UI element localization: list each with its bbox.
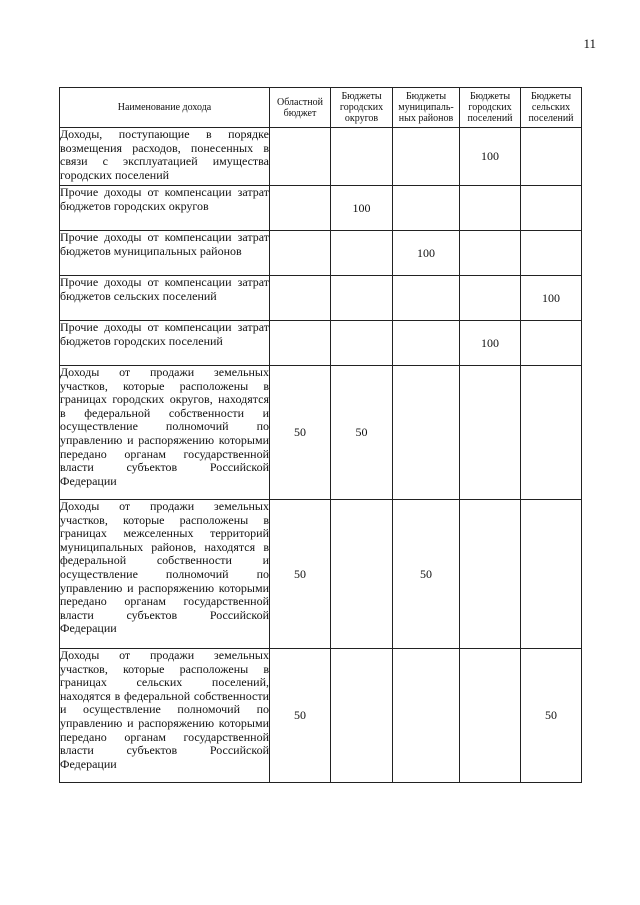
table-header-row [60,88,582,128]
value-cell-city-districts: 100 [331,186,393,231]
value-cell-city-districts [331,500,393,649]
page-number: 11 [583,36,596,51]
value-cell-city-districts [331,321,393,366]
table-row [60,649,582,783]
value-cell-regional [270,231,331,276]
value-cell-city-districts: 50 [331,366,393,500]
column-header-regional-budget: Областной бюджет [270,88,331,128]
value-cell-city-districts [331,231,393,276]
value-cell-municipal-districts [393,128,460,186]
table-row [60,186,582,231]
table-row [60,321,582,366]
revenue-name-cell: Доходы от продажи земельных участков, которые расположены в границах сельских поселений, находятся в федеральной собственности и осуществление полномочий по управлению и распоряжению которыми передано органам государственной власти субъектов Российской Федерации [60,649,270,783]
value-cell-municipal-districts [393,321,460,366]
value-cell-rural-settlements: 50 [521,649,582,783]
value-cell-urban-settlements: 100 [460,321,521,366]
value-cell-rural-settlements [521,366,582,500]
value-cell-rural-settlements [521,500,582,649]
value-cell-municipal-districts: 100 [393,231,460,276]
revenue-name-cell: Доходы от продажи земельных участков, которые расположены в границах городских округов, находятся в федеральной собственности и осуществление полномочий по управлению и распоряжению которыми передано органам государственной власти субъектов Российской Федерации [60,366,270,500]
value-cell-urban-settlements [460,649,521,783]
revenue-name-cell: Прочие доходы от компенсации затрат бюджетов городских округов [60,186,270,231]
value-cell-regional [270,128,331,186]
value-cell-city-districts [331,276,393,321]
revenue-distribution-table [59,87,582,783]
value-cell-city-districts [331,649,393,783]
column-header-revenue-name: Наименование дохода [60,88,270,128]
column-header-city-district-budgets: Бюджеты городских округов [331,88,393,128]
value-cell-municipal-districts [393,276,460,321]
value-cell-regional: 50 [270,366,331,500]
revenue-name-cell: Прочие доходы от компенсации затрат бюджетов сельских поселений [60,276,270,321]
value-cell-regional [270,276,331,321]
value-cell-regional: 50 [270,649,331,783]
value-cell-rural-settlements [521,186,582,231]
value-cell-regional [270,321,331,366]
value-cell-urban-settlements [460,186,521,231]
column-header-rural-settlement-budgets: Бюджеты сельских поселений [521,88,582,128]
value-cell-regional: 50 [270,500,331,649]
value-cell-rural-settlements [521,128,582,186]
table-row [60,366,582,500]
column-header-urban-settlement-budgets: Бюджеты городских поселений [460,88,521,128]
revenue-name-cell: Доходы, поступающие в порядке возмещения расходов, понесенных в связи с эксплуатацией имущества городских поселений [60,128,270,186]
table-row [60,276,582,321]
value-cell-regional [270,186,331,231]
value-cell-urban-settlements [460,500,521,649]
column-header-municipal-district-budgets: Бюджеты муниципаль-ных районов [393,88,460,128]
value-cell-urban-settlements: 100 [460,128,521,186]
value-cell-municipal-districts [393,649,460,783]
table-row [60,128,582,186]
value-cell-city-districts [331,128,393,186]
table-row [60,231,582,276]
value-cell-municipal-districts [393,186,460,231]
table-row [60,500,582,649]
value-cell-urban-settlements [460,366,521,500]
revenue-name-cell: Прочие доходы от компенсации затрат бюджетов городских поселений [60,321,270,366]
revenue-name-cell: Доходы от продажи земельных участков, которые расположены в границах межселенных территорий муниципальных районов, находятся в федеральной собственности и осуществление полномочий по управлению и распоряжению которыми передано органам государственной власти субъектов Российской Федерации [60,500,270,649]
value-cell-municipal-districts [393,366,460,500]
value-cell-rural-settlements [521,321,582,366]
value-cell-urban-settlements [460,231,521,276]
value-cell-municipal-districts: 50 [393,500,460,649]
value-cell-rural-settlements [521,231,582,276]
value-cell-rural-settlements: 100 [521,276,582,321]
revenue-name-cell: Прочие доходы от компенсации затрат бюджетов муниципальных районов [60,231,270,276]
value-cell-urban-settlements [460,276,521,321]
